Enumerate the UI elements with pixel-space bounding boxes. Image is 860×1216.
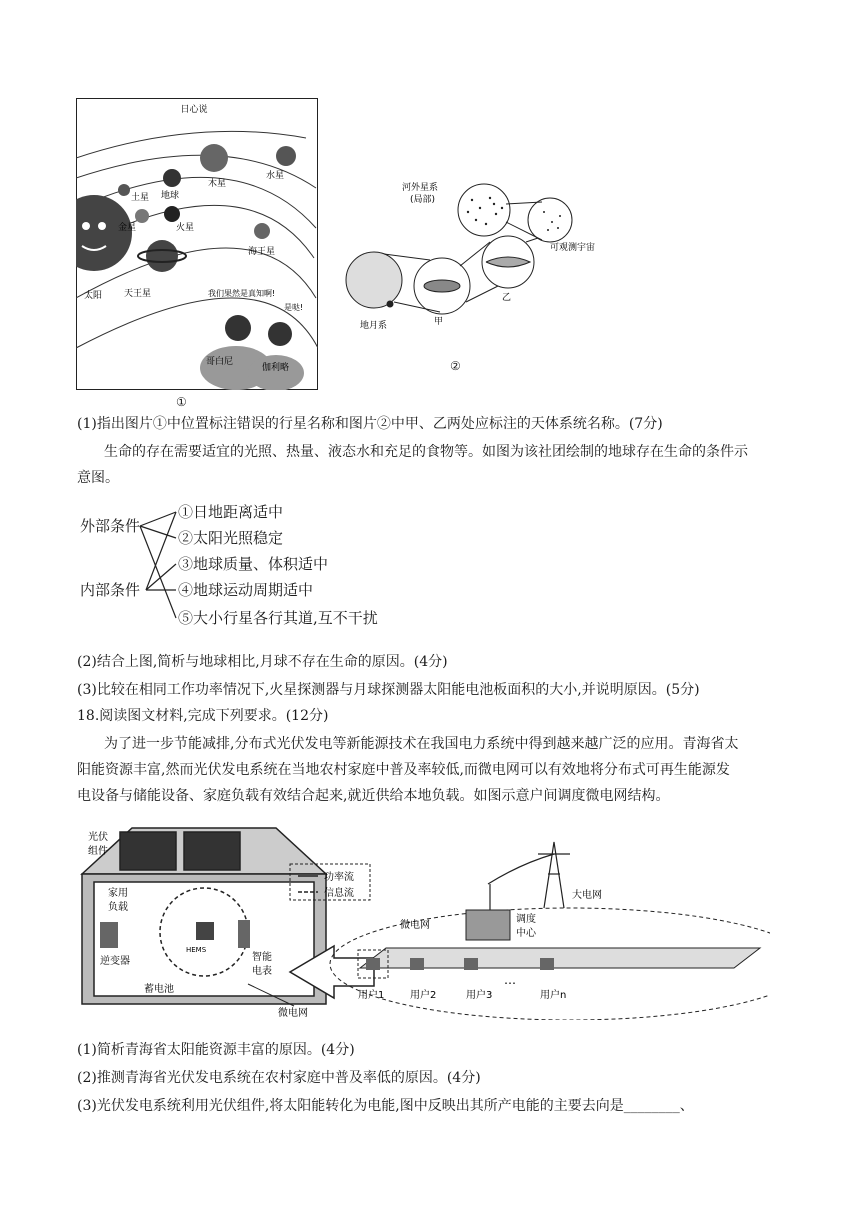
paragraph-pv: 为了进一步节能减排,分布式光伏发电等新能源技术在我国电力系统中得到越来越广泛的应用。青海省太 [104,736,739,752]
condition-item: ①日地距离适中 [178,503,284,521]
svg-text:是哒!: 是哒! [284,303,304,312]
svg-text:我们果然是真知啊!: 我们果然是真知啊! [208,289,276,298]
svg-text:蓄电池: 蓄电池 [144,984,174,995]
paragraph-life-conditions: 生命的存在需要适宜的光照、热量、液态水和充足的食物等。如图为该社团绘制的地球存在生命的条件示 [104,444,748,460]
svg-text:可观测宇宙: 可观测宇宙 [550,243,596,253]
svg-text:用户1: 用户1 [358,990,385,1001]
svg-text:电表: 电表 [252,966,272,977]
svg-text:中心: 中心 [516,928,536,939]
external-conditions: 外部条件 [80,517,141,535]
svg-text:用户n: 用户n [540,990,567,1001]
svg-text:乙: 乙 [502,293,512,303]
fig1-title: 日心说 [180,105,208,115]
svg-text:伽利略: 伽利略 [262,363,290,373]
question-18-2: (2)推测青海省光伏发电系统在农村家庭中普及率低的原因。(4分) [77,1070,481,1086]
fig2-caption: ② [450,359,461,373]
svg-text:火星: 火星 [176,223,195,233]
svg-text:海王星: 海王星 [248,247,276,257]
condition-item: ⑤大小行星各行其道,互不干扰 [178,609,378,627]
svg-text:智能: 智能 [252,952,272,963]
svg-text:水星: 水星 [266,171,285,181]
paragraph-pv-cont: 电设备与储能设备、家庭负载有效结合起来,就近供给本地负载。如图示意户间调度微电网结构。 [77,788,670,804]
svg-text:大电网: 大电网 [572,890,602,901]
svg-text:木星: 木星 [208,179,227,189]
heliocentric-figure [76,98,318,390]
svg-text:地月系: 地月系 [360,321,388,331]
svg-text:…: … [504,973,516,987]
svg-text:逆变器: 逆变器 [100,956,130,967]
svg-text:调度: 调度 [516,914,536,925]
svg-text:天王星: 天王星 [124,289,152,299]
microgrid-figure [80,824,770,1020]
svg-text:功率流: 功率流 [324,872,354,883]
paragraph-life-conditions-cont: 意图。 [77,470,119,486]
svg-text:太阳: 太阳 [84,291,103,301]
svg-text:河外星系: 河外星系 [402,183,439,193]
question-18: 18.阅读图文材料,完成下列要求。(12分) [77,708,329,724]
question-18-1: (1)简析青海省太阳能资源丰富的原因。(4分) [77,1042,355,1058]
svg-text:(局部): (局部) [410,195,436,205]
svg-text:微电网: 微电网 [400,920,430,931]
svg-text:负载: 负载 [108,902,128,913]
fig1-caption: ① [176,395,187,409]
question-18-3: (3)光伏发电系统利用光伏组件,将太阳能转化为电能,图中反映出其所产电能的主要去向是________、 [77,1098,694,1114]
paragraph-pv-cont: 阳能资源丰富,然而光伏发电系统在当地农村家庭中普及率较低,而微电网可以有效地将分布式可再生能源发 [77,762,730,778]
svg-text:地球: 地球 [161,191,180,201]
svg-text:微电网: 微电网 [278,1008,308,1019]
question-17-1: (1)指出图片①中位置标注错误的行星名称和图片②中甲、乙两处应标注的天体系统名称。(7分) [77,416,663,432]
svg-text:用户2: 用户2 [410,990,437,1001]
internal-conditions: 内部条件 [80,581,141,599]
svg-text:组件: 组件 [88,846,108,857]
cosmic-hierarchy-figure [330,178,610,378]
question-17-2: (2)结合上图,简析与地球相比,月球不存在生命的原因。(4分) [77,654,448,670]
condition-item: ③地球质量、体积适中 [178,555,329,573]
question-17-3: (3)比较在相同工作功率情况下,火星探测器与月球探测器太阳能电池板面积的大小,并说明原因。(5分) [77,682,700,698]
svg-text:家用: 家用 [108,888,128,899]
svg-text:土星: 土星 [131,193,150,203]
svg-text:光伏: 光伏 [88,832,108,843]
condition-item: ④地球运动周期适中 [178,581,314,599]
condition-item: ②太阳光照稳定 [178,529,284,547]
svg-text:信息流: 信息流 [324,888,354,899]
svg-text:用户3: 用户3 [466,990,493,1001]
svg-text:哥白尼: 哥白尼 [206,357,234,367]
svg-text:金星: 金星 [118,223,137,233]
svg-text:HEMS: HEMS [186,946,207,954]
svg-text:甲: 甲 [434,317,444,327]
